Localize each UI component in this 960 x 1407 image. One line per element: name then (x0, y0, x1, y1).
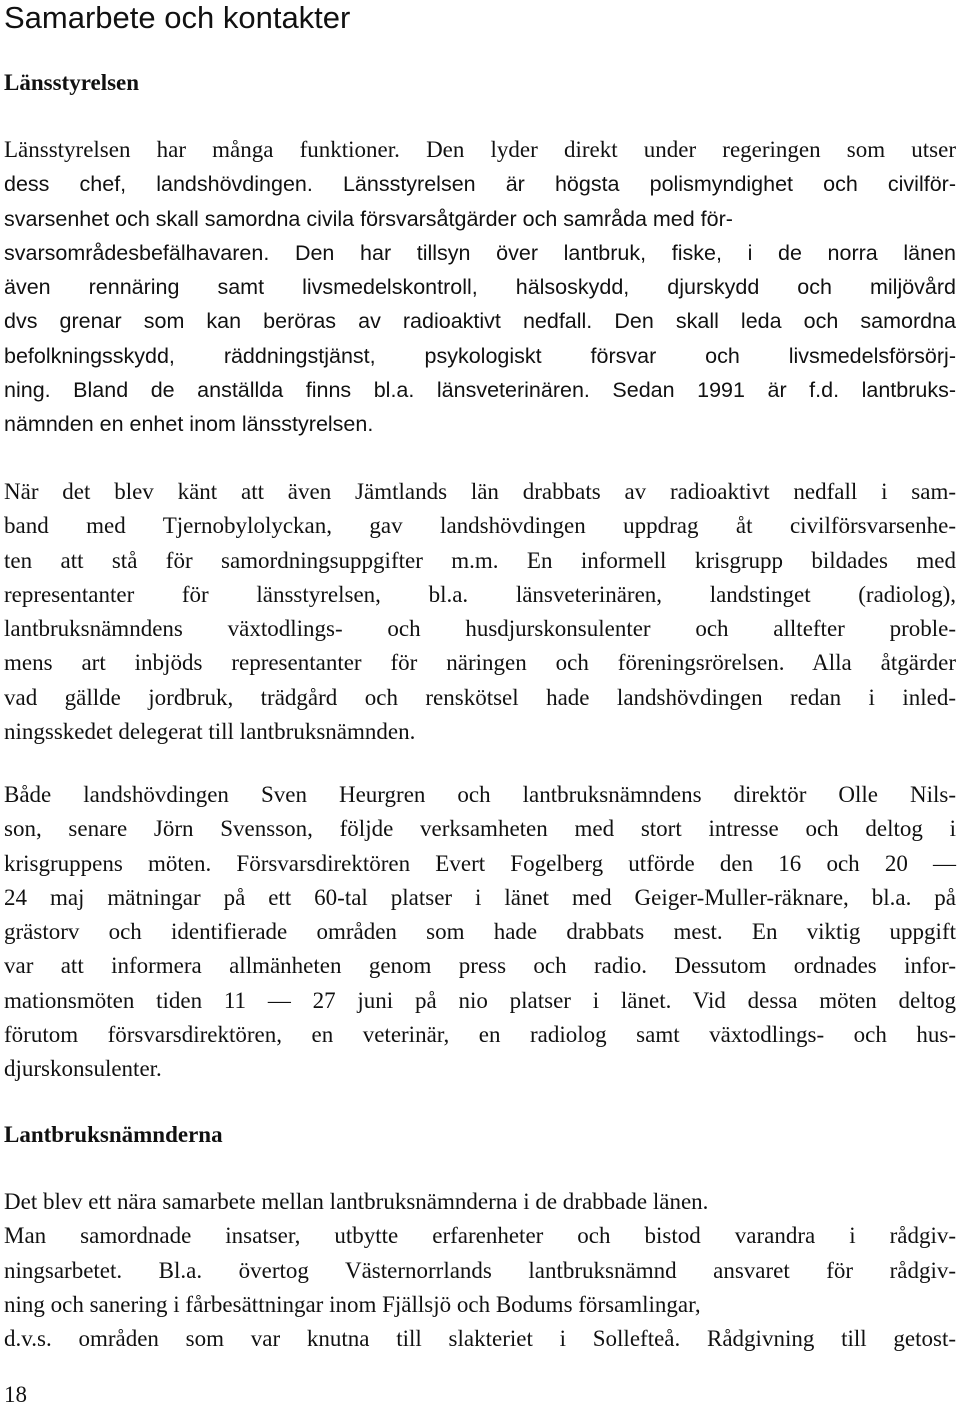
text-line: dess chef, landshövdingen. Länsstyrelsen är högsta polismyndighet och civilför- (4, 172, 956, 197)
text-line: förutom försvarsdirektören, en veterinär, en radiolog samt växtodlings- och hus- (4, 1022, 956, 1048)
text-line: ten att stå för samordningsuppgifter m.m. En informell krisgrupp bildades med (4, 547, 956, 573)
text-line: vad gällde jordbruk, trädgård och renskötsel hade landshövdingen redan i inled- (4, 684, 956, 710)
text-line: Det blev ett nära samarbete mellan lantbruksnämnderna i de drabbade länen. (4, 1189, 709, 1214)
text-line: band med Tjernobylolyckan, gav landshövdingen uppdrag åt civilförsvarsenhe- (4, 513, 956, 539)
section-heading-lansstyrelsen: Länsstyrelsen (4, 70, 140, 95)
page-title: Samarbete och kontakter (4, 0, 351, 35)
text-line: djurskonsulenter. (4, 1056, 162, 1082)
text-line: krisgruppens möten. Försvarsdirektören Evert Fogelberg utförde den 16 och 20 — (4, 850, 956, 876)
text-line: Länsstyrelsen har många funktioner. Den lyder direkt under regeringen som utser (4, 137, 956, 162)
text-line: mationsmöten tiden 11 — 27 juni på nio platser i länet. Vid dessa möten deltog (4, 987, 956, 1013)
text-line: även rennäring samt livsmedelskontroll, hälsoskydd, djurskydd och miljövård (4, 275, 956, 300)
page-number: 18 (4, 1382, 27, 1407)
text-line: befolkningsskydd, räddningstjänst, psykologiskt försvar och livsmedelsförsörj- (4, 343, 956, 368)
text-line: var att informera allmänheten genom press och radio. Dessutom ordnades infor- (4, 953, 956, 979)
text-line: son, senare Jörn Svensson, följde verksamheten med stort intresse och deltog i (4, 816, 956, 842)
text-line: lantbruksnämndens växtodlings- och husdjurskonsulenter och alltefter proble- (4, 616, 956, 642)
text-line: ningsarbetet. Bl.a. övertog Västernorrlands lantbruksnämnd ansvaret för rådgiv- (4, 1257, 956, 1283)
text-line: nämnden en enhet inom länsstyrelsen. (4, 412, 374, 437)
paragraph-cooperation (4, 1185, 956, 1356)
text-line: svarsområdesbefälhavaren. Den har tillsyn över lantbruk, fiske, i de norra länen (4, 240, 956, 265)
text-line: Både landshövdingen Sven Heurgren och lantbruksnämndens direktör Olle Nils- (4, 782, 956, 807)
paragraph-jamtland-fallout (4, 475, 956, 749)
text-line: representanter för länsstyrelsen, bl.a. länsveterinären, landstinget (radiolog), (4, 581, 956, 607)
text-line: ningsskedet delegerat till lantbruksnämnden. (4, 719, 416, 745)
text-line: grästorv och identifierade områden som hade drabbats mest. En viktig uppgift (4, 919, 956, 945)
text-line: d.v.s. områden som var knutna till slakteriet i Sollefteå. Rådgivning till getost- (4, 1326, 956, 1352)
text-line: mens art inbjöds representanter för näringen och föreningsrörelsen. Alla åtgärder (4, 650, 956, 676)
section-heading-lantbruksnamnderna: Lantbruksnämnderna (4, 1122, 223, 1147)
text-line: svarsenhet och skall samordna civila försvarsåtgärder och samråda med för- (4, 206, 733, 231)
text-line: ning. Bland de anställda finns bl.a. länsveterinären. Sedan 1991 är f.d. lantbruks- (4, 378, 956, 403)
text-line: dvs grenar som kan beröras av radioaktivt nedfall. Den skall leda och samordna (4, 309, 956, 334)
paragraph-crisis-group (4, 778, 956, 1087)
paragraph-lansstyrelsen-functions (4, 133, 956, 442)
text-line: 24 maj mätningar på ett 60-tal platser i länet med Geiger-Muller-räknare, bl.a. på (4, 884, 956, 910)
text-line: ning och sanering i fårbesättningar inom Fjällsjö och Bodums församlingar, (4, 1291, 701, 1317)
text-line: Man samordnade insatser, utbytte erfarenheter och bistod varandra i rådgiv- (4, 1223, 956, 1249)
text-line: När det blev känt att även Jämtlands län drabbats av radioaktivt nedfall i sam- (4, 479, 956, 504)
